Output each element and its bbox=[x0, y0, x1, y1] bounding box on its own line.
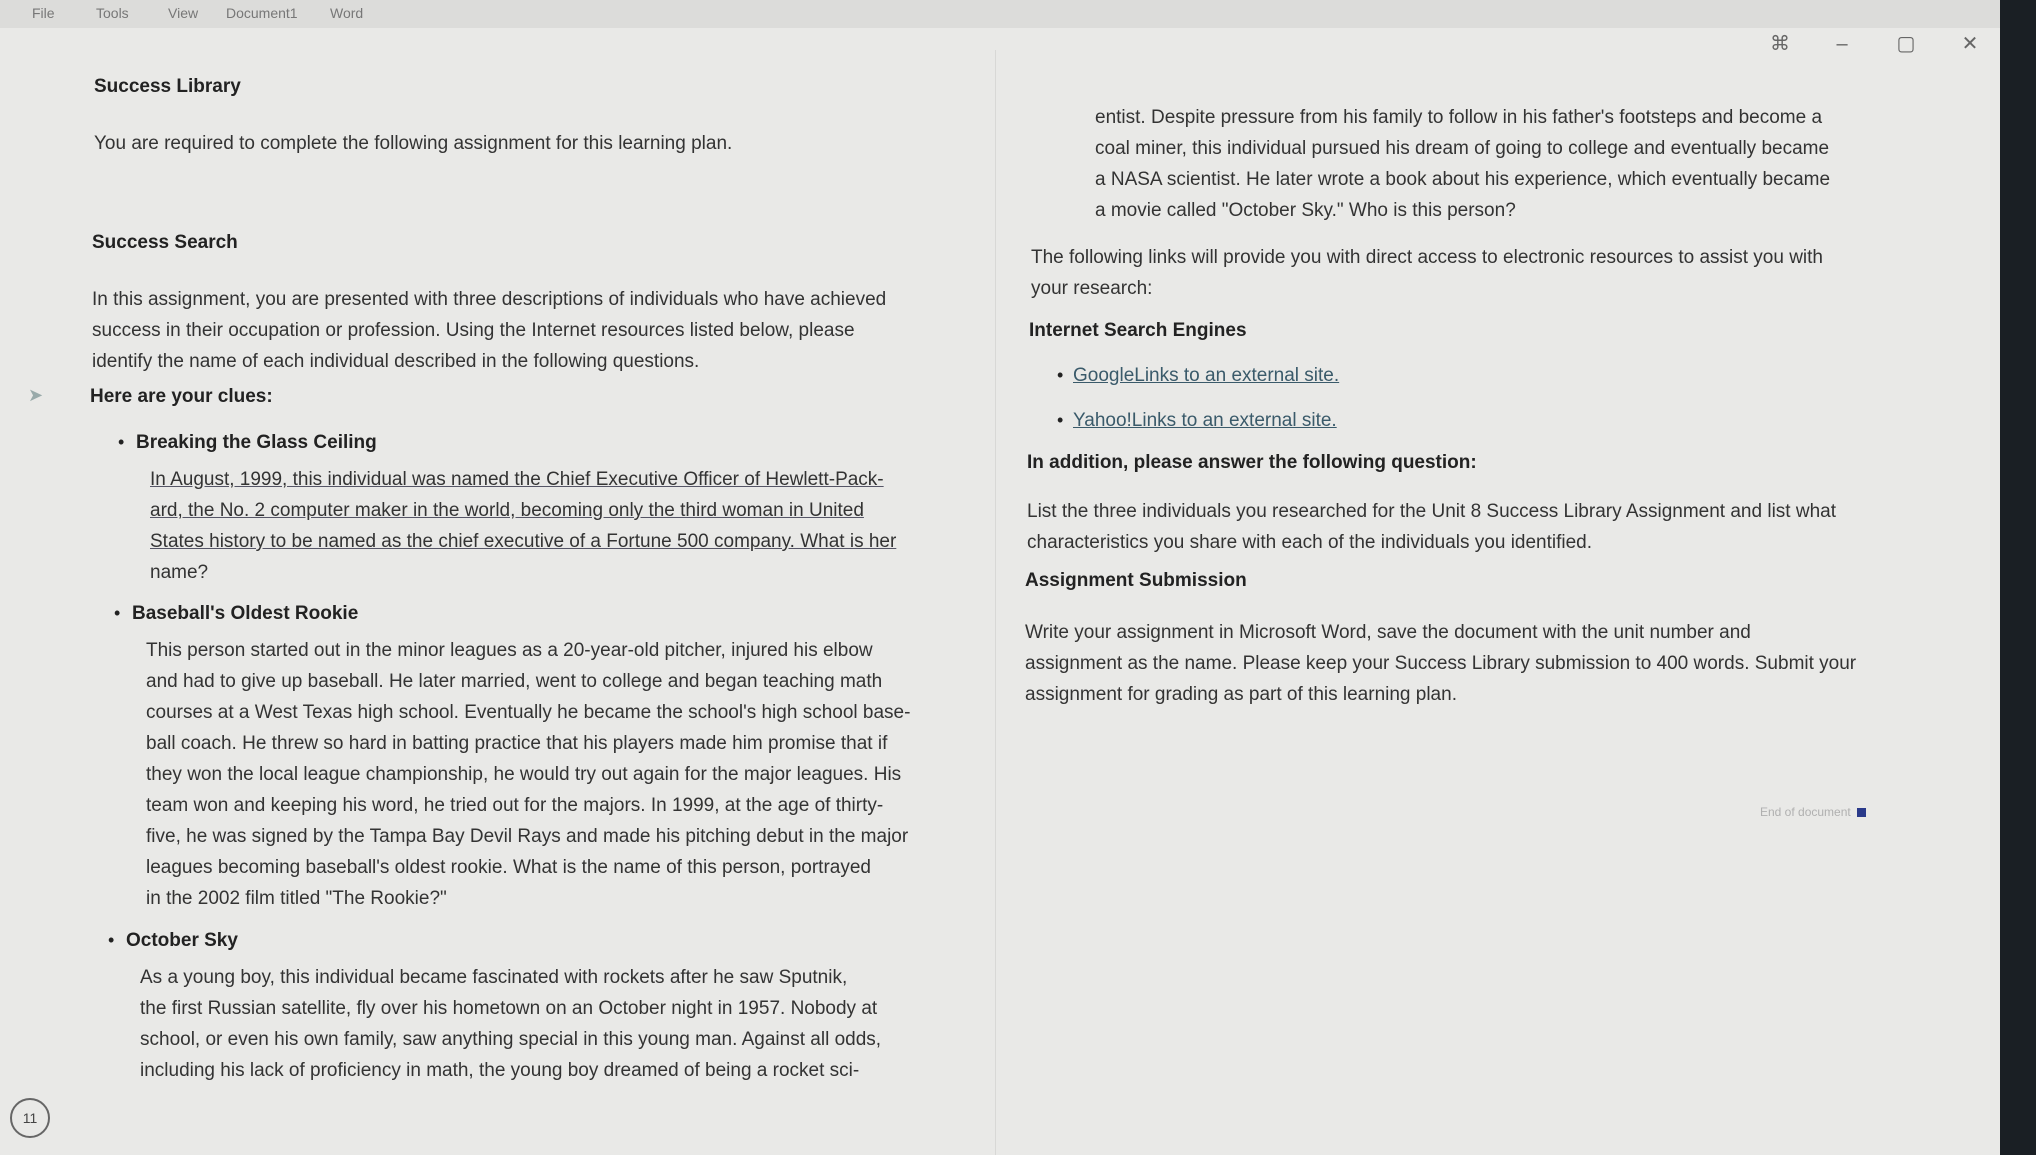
document-title: Document1 bbox=[226, 5, 298, 21]
intro-text: You are required to complete the following assignment for this learning plan. bbox=[94, 133, 733, 154]
submission-line-1: Write your assignment in Microsoft Word, save the document with the unit number and bbox=[1025, 622, 1751, 643]
section-line-2: success in their occupation or profession. Using the Internet resources listed below, please bbox=[92, 320, 855, 341]
clue2-line-5: they won the local league championship, he would try out again for the major leagues. His bbox=[146, 764, 902, 785]
question-line-1: List the three individuals you researched for the Unit 8 Success Library Assignment and list what bbox=[1027, 501, 1836, 522]
left-column bbox=[80, 50, 985, 1155]
clue2-line-6: team won and keeping his word, he tried out for the majors. In 1999, at the age of thirty- bbox=[146, 795, 884, 816]
clue1-line-2: ard, the No. 2 computer maker in the world, becoming only the third woman in United bbox=[150, 500, 864, 521]
clue2-line-9: in the 2002 film titled "The Rookie?" bbox=[146, 888, 447, 909]
screen-edge bbox=[2000, 0, 2036, 1155]
column-divider bbox=[995, 50, 996, 1155]
section-line-3: identify the name of each individual described in the following questions. bbox=[92, 351, 700, 372]
clue2-line-2: and had to give up baseball. He later married, went to college and began teaching math bbox=[146, 671, 883, 692]
right-column bbox=[1015, 80, 1945, 1155]
bullet-icon: • bbox=[118, 432, 125, 452]
menu-file[interactable]: File bbox=[32, 5, 55, 21]
clue3-line-4: including his lack of proficiency in math, the young boy dreamed of being a rocket sci- bbox=[140, 1060, 860, 1081]
clue1-line-1: In August, 1999, this individual was named the Chief Executive Officer of Hewlett-Pack- bbox=[150, 469, 884, 490]
clue2-line-4: ball coach. He threw so hard in batting practice that his players made him promise that if bbox=[146, 733, 888, 754]
bullet-icon: • bbox=[1057, 410, 1064, 430]
end-of-document-label: End of document bbox=[1760, 805, 1851, 819]
close-icon[interactable]: ✕ bbox=[1961, 33, 1979, 55]
links-intro-line-2: your research: bbox=[1031, 278, 1153, 299]
end-of-document bbox=[1760, 805, 1866, 819]
clue2-line-3: courses at a West Texas high school. Eventually he became the school's high school base- bbox=[146, 702, 911, 723]
clue1-title: Breaking the Glass Ceiling bbox=[136, 432, 377, 453]
restore-icon[interactable]: ▢ bbox=[1896, 33, 1916, 55]
end-marker-icon bbox=[1857, 808, 1866, 817]
clue3-line-1: As a young boy, this individual became fascinated with rockets after he saw Sputnik, bbox=[140, 967, 848, 988]
continuation-line-3: a NASA scientist. He later wrote a book about his experience, which eventually became bbox=[1095, 169, 1831, 190]
continuation-line-1: entist. Despite pressure from his family to follow in his father's footsteps and become a bbox=[1095, 107, 1823, 128]
continuation-line-2: coal miner, this individual pursued his dream of going to college and eventually became bbox=[1095, 138, 1830, 159]
clue3-line-2: the first Russian satellite, fly over his hometown on an October night in 1957. Nobody at bbox=[140, 998, 878, 1019]
submission-line-3: assignment for grading as part of this learning plan. bbox=[1025, 684, 1457, 705]
google-link[interactable]: GoogleLinks to an external site. bbox=[1073, 365, 1340, 386]
yahoo-link[interactable]: Yahoo!Links to an external site. bbox=[1073, 410, 1337, 431]
links-intro-line-1: The following links will provide you with direct access to electronic resources to assist you with bbox=[1031, 247, 1823, 268]
clue2-line-1: This person started out in the minor leagues as a 20-year-old pitcher, injured his elbow bbox=[146, 640, 873, 661]
clue2-line-8: leagues becoming baseball's oldest rookie. What is the name of this person, portrayed bbox=[146, 857, 871, 878]
continuation-line-4: a movie called "October Sky." Who is this person? bbox=[1095, 200, 1516, 221]
menu-tools[interactable]: Tools bbox=[96, 5, 129, 21]
menu-bar bbox=[0, 0, 2000, 28]
minimize-icon[interactable]: – bbox=[1836, 33, 1848, 55]
clue2-line-7: five, he was signed by the Tampa Bay Devil Rays and made his pitching debut in the major bbox=[146, 826, 909, 847]
section-title: Success Search bbox=[92, 232, 238, 253]
clue1-line-4: name? bbox=[150, 562, 209, 583]
bullet-icon: • bbox=[114, 603, 121, 623]
submission-line-2: assignment as the name. Please keep your Success Library submission to 400 words. Submit your bbox=[1025, 653, 1857, 674]
menu-view[interactable]: View bbox=[168, 5, 199, 21]
focus-mode-icon[interactable]: ⌘ bbox=[1770, 33, 1790, 55]
clue2-title: Baseball's Oldest Rookie bbox=[132, 603, 359, 624]
engines-title: Internet Search Engines bbox=[1029, 320, 1247, 341]
page-badge[interactable]: 11 bbox=[10, 1098, 50, 1138]
submission-title: Assignment Submission bbox=[1025, 570, 1247, 591]
bullet-icon: • bbox=[108, 930, 115, 950]
clues-title: Here are your clues: bbox=[90, 386, 273, 407]
clue1-line-3: States history to be named as the chief executive of a Fortune 500 company. What is her bbox=[150, 531, 897, 552]
clue3-title: October Sky bbox=[126, 930, 238, 951]
bullet-icon: • bbox=[1057, 365, 1064, 385]
addition-title: In addition, please answer the following question: bbox=[1027, 452, 1477, 473]
section-line-1: In this assignment, you are presented with three descriptions of individuals who have achieved bbox=[92, 289, 887, 310]
page-title: Success Library bbox=[94, 76, 241, 97]
mouse-cursor-icon: ➤ bbox=[28, 385, 44, 405]
question-line-2: characteristics you share with each of the individuals you identified. bbox=[1027, 532, 1593, 553]
app-name: Word bbox=[330, 5, 364, 21]
clue3-line-3: school, or even his own family, saw anything special in this young man. Against all odds, bbox=[140, 1029, 882, 1050]
